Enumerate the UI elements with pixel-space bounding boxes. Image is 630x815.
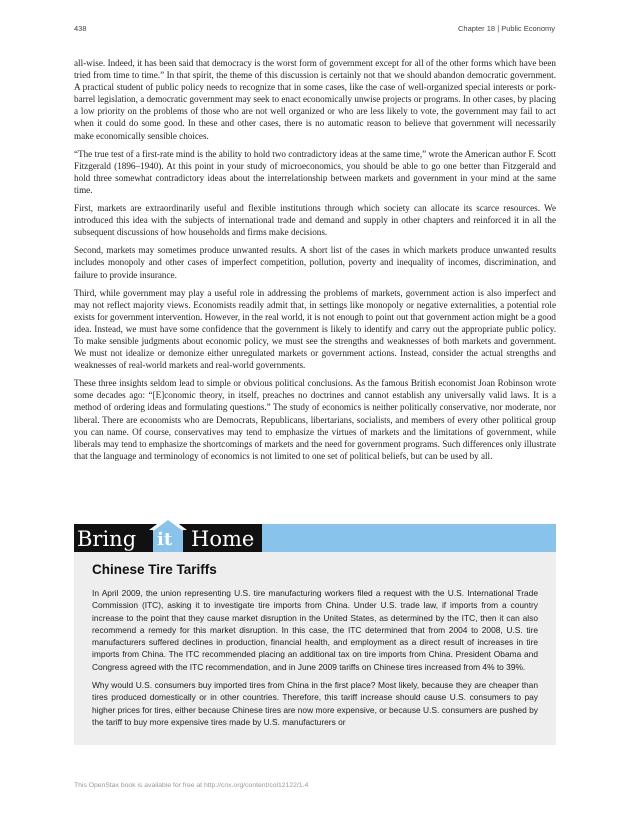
page-number: 438: [74, 24, 87, 33]
body-paragraph: Second, markets may sometimes produce unwanted results. A short list of the cases in which markets produce unwanted results includes monopoly and other cases of imperfect competition, pollution, poverty and inequality of incomes, discrimination, and failure to provide insurance.: [74, 245, 556, 280]
banner-word-bring: Bring: [77, 527, 137, 551]
page-footer: This OpenStax book is available for free at http://cnx.org/content/col12122/1.4: [74, 782, 309, 789]
banner-word-it: it: [157, 529, 173, 550]
body-paragraph: These three insights seldom lead to simple or obvious political conclusions. As the famous British economist Joan Robinson wrote some decades ago: “[E]conomic theory, in itself, preaches no doctrines and cannot establish any universally valid laws. It is a method of ordering ideas and formulating questions.” The study of economics is neither politically conservative, nor moderate, nor liberal. There are economists who are Democrats, Republicans, libertarians, socialists, and members of every other political group you can name. Of course, conservatives may tend to emphasize the virtues of markets and the limitations of government, while liberals may tend to emphasize the shortcomings of markets and the need for government programs. Such differences only illustrate that the language and terminology of economics is not limited to one set of political beliefs, but can be used by all.: [74, 378, 556, 461]
body-paragraph: “The true test of a first-rate mind is the ability to hold two contradictory ideas at the same time,” wrote the American author F. Scott Fitzgerald (1896–1940). At this point in your study of microeconomics, you should be able to go one better than Fitzgerald and hold three somewhat contradictory ideas about the interrelationship between markets and government in your mind at the same time.: [74, 148, 556, 195]
page-header: [74, 24, 555, 38]
body-paragraph: all-wise. Indeed, it has been said that democracy is the worst form of government except for all of the other forms which have been tried from time to time.” In that spirit, the theme of this discussion is certainly not that we should abandon democratic government. A practical student of public policy needs to recognize that in some cases, like the case of well-organized special interests or pork-barrel legislation, a democratic government may seek to enact economically unwise projects or programs. In other cases, by placing a low priority on the problems of those who are not well organized or who are less likely to vote, the government may fail to act when it could do some good. In these and other cases, there is no automatic reason to believe that government will necessarily make economically sensible choices.: [74, 58, 556, 141]
body-paragraph: Third, while government may play a useful role in addressing the problems of markets, government action is also imperfect and may not reflect majority views. Economists readily admit that, in settings like monopoly or negative externalities, a potential role exists for government intervention. However, in the real world, it is not enough to point out that government action might be a good idea. Instead, we must have some confidence that the government is likely to identify and carry out the appropriate public policy. To make sensible judgments about economic policy, we must see the strengths and weaknesses of both markets and government. We must not idealize or demonize either unregulated markets or government actions. Instead, consider the actual strengths and weaknesses of real-world markets and real-world governments.: [74, 287, 556, 371]
feature-title: Chinese Tire Tariffs: [92, 562, 217, 577]
feature-paragraph: In April 2009, the union representing U.S. tire manufacturing workers filed a request with the U.S. International Trade Commission (ITC), asking it to investigate tire imports from China. Under U.S. trade law, if imports from a country increase to the point that they cause market disruption in the United States, as determined by the ITC, then it can also recommend a remedy for this market disruption. In this case, the ITC determined that from 2004 to 2008, U.S. tire manufacturers suffered declines in production, financial health, and employment as a direct result of increases in tire imports from China. The ITC recommended placing an additional tax on tire imports from China. President Obama and Congress agreed with the ITC recommendation, and in June 2009 tariffs on Chinese tires increased from 4% to 39%.: [92, 588, 538, 672]
chapter-title: Chapter 18 | Public Economy: [458, 24, 555, 33]
bring-it-home-banner: [74, 524, 556, 552]
feature-text: [92, 587, 538, 734]
body-text: [74, 57, 556, 468]
body-paragraph: First, markets are extraordinarily useful and flexible institutions through which society can allocate its scarce resources. We introduced this idea with the subjects of international trade and demand and supply in other chapters and reinforced it in all the subsequent discussions of how households and firms make decisions.: [74, 203, 556, 238]
banner-word-home: Home: [191, 527, 255, 551]
feature-paragraph: Why would U.S. consumers buy imported tires from China in the first place? Most likely, because they are cheaper than tires produced domestically or in other countries. Therefore, this tariff increase should cause U.S. consumers to pay higher prices for tires, either because Chinese tires are now more expensive, or because U.S. consumers are pushed by the tariff to buy more expensive tires made by U.S. manufacturers or: [92, 680, 538, 727]
bring-it-home-box: [74, 552, 556, 745]
